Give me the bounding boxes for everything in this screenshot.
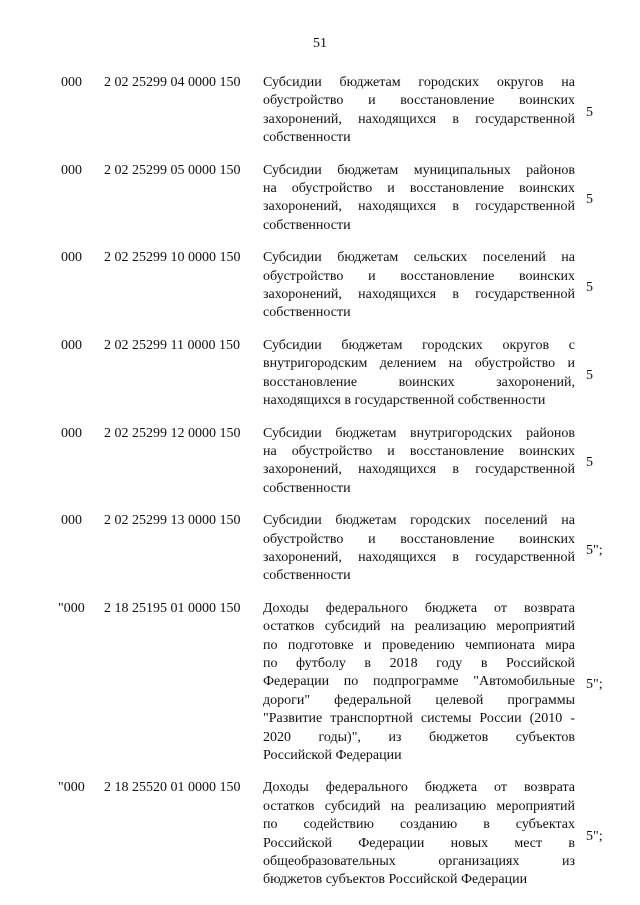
description-line: собственности — [263, 480, 351, 496]
description-line: Субсидии бюджетам сельских поселений на — [263, 250, 575, 266]
description-line: дороги" федеральной целевой программы — [263, 692, 575, 708]
admin-code: 000 — [61, 513, 82, 529]
description-line: захоронений, находящихся в государственной — [263, 287, 575, 303]
revenue-description — [263, 337, 575, 411]
table-row — [0, 337, 640, 411]
description-line: Субсидии бюджетам городских поселений на — [263, 513, 575, 529]
description-line: обустройство и восстановление воинских — [263, 268, 575, 284]
description-line: на обустройство и восстановление воинских — [263, 181, 575, 197]
description-line: остатков субсидий на реализацию мероприятий — [263, 619, 575, 635]
description-line: Российской Федерации — [263, 748, 402, 763]
normative-percent: 5 — [586, 104, 593, 120]
budget-classification-code: 2 02 25299 05 0000 150 — [104, 162, 241, 178]
normative-percent: 5 — [586, 367, 593, 383]
description-line: захоронений, находящихся в государственной — [263, 111, 575, 127]
revenue-description — [263, 600, 575, 766]
description-line: восстановление воинских захоронений, — [263, 374, 575, 390]
normative-percent: 5"; — [586, 676, 603, 692]
table-row — [0, 425, 640, 499]
description-line: Субсидии бюджетам городских округов с — [263, 337, 575, 353]
description-line: Доходы федерального бюджета от возврата — [263, 600, 575, 616]
budget-classification-code: 2 02 25299 11 0000 150 — [104, 337, 240, 353]
table-row — [0, 600, 640, 766]
normative-percent: 5 — [586, 280, 593, 296]
description-line: захоронений, находящихся в государственной — [263, 462, 575, 478]
budget-classification-code: 2 02 25299 12 0000 150 — [104, 425, 241, 441]
description-line: по подготовке и проведению чемпионата мира — [263, 637, 575, 653]
description-line: собственности — [263, 217, 351, 233]
table-row — [0, 512, 640, 586]
admin-code: "000 — [58, 600, 85, 616]
table-row — [0, 249, 640, 323]
admin-code: 000 — [61, 162, 82, 178]
description-line: обустройство и восстановление воинских — [263, 531, 575, 547]
admin-code: "000 — [58, 780, 85, 796]
description-line: Федерации по подпрограмме "Автомобильные — [263, 674, 575, 690]
description-line: собственности — [263, 130, 351, 146]
description-line: захоронений, находящихся в государственной — [263, 549, 575, 565]
revenue-description — [263, 249, 575, 323]
description-line: "Развитие транспортной системы России (2010 - — [263, 711, 575, 727]
description-line: Доходы федерального бюджета от возврата — [263, 780, 575, 796]
budget-classification-code: 2 18 25195 01 0000 150 — [104, 600, 241, 616]
normative-percent: 5 — [586, 192, 593, 208]
revenue-description — [263, 425, 575, 499]
description-line: Субсидии бюджетам городских округов на — [263, 75, 575, 90]
description-line: общеобразовательных организациях из — [263, 854, 575, 870]
description-line: собственности — [263, 305, 351, 321]
revenue-description — [263, 512, 575, 586]
admin-code: 000 — [61, 250, 82, 266]
admin-code: 000 — [61, 425, 82, 441]
normative-percent: 5 — [586, 455, 593, 471]
description-line: обустройство и восстановление воинских — [263, 93, 575, 109]
table-row — [0, 779, 640, 889]
description-line: внутригородским делением на обустройство и — [263, 356, 575, 372]
description-line: захоронений, находящихся в государственной — [263, 199, 575, 215]
budget-classification-code: 2 02 25299 13 0000 150 — [104, 513, 241, 529]
budget-classification-code: 2 18 25520 01 0000 150 — [104, 780, 241, 796]
revenue-description — [263, 74, 575, 148]
budget-classification-code: 2 02 25299 10 0000 150 — [104, 250, 241, 266]
budget-classification-code: 2 02 25299 04 0000 150 — [104, 75, 241, 90]
normative-percent: 5"; — [586, 828, 603, 844]
admin-code: 000 — [61, 75, 82, 90]
revenue-description — [263, 162, 575, 236]
normative-percent: 5"; — [586, 542, 603, 558]
description-line: по футболу в 2018 году в Российской — [263, 655, 575, 671]
admin-code: 000 — [61, 337, 82, 353]
description-line: по содействию созданию в субъектах — [263, 817, 575, 833]
description-line: Российской Федерации новых мест в — [263, 835, 575, 851]
table-row — [0, 162, 640, 236]
page-number: 51 — [313, 36, 327, 51]
revenue-description — [263, 779, 575, 889]
description-line: находящихся в государственной собственности — [263, 393, 546, 409]
description-line: Субсидии бюджетам внутригородских районов — [263, 425, 575, 441]
description-line: остатков субсидий на реализацию мероприятий — [263, 798, 575, 814]
description-line: собственности — [263, 568, 351, 584]
description-line: Субсидии бюджетам муниципальных районов — [263, 162, 575, 178]
table-row — [0, 74, 640, 148]
revenue-code-table — [0, 74, 640, 904]
description-line: 2020 годы)", из бюджетов субъектов — [263, 729, 575, 745]
description-line: бюджетов субъектов Российской Федерации — [263, 872, 528, 888]
description-line: на обустройство и восстановление воинских — [263, 443, 575, 459]
